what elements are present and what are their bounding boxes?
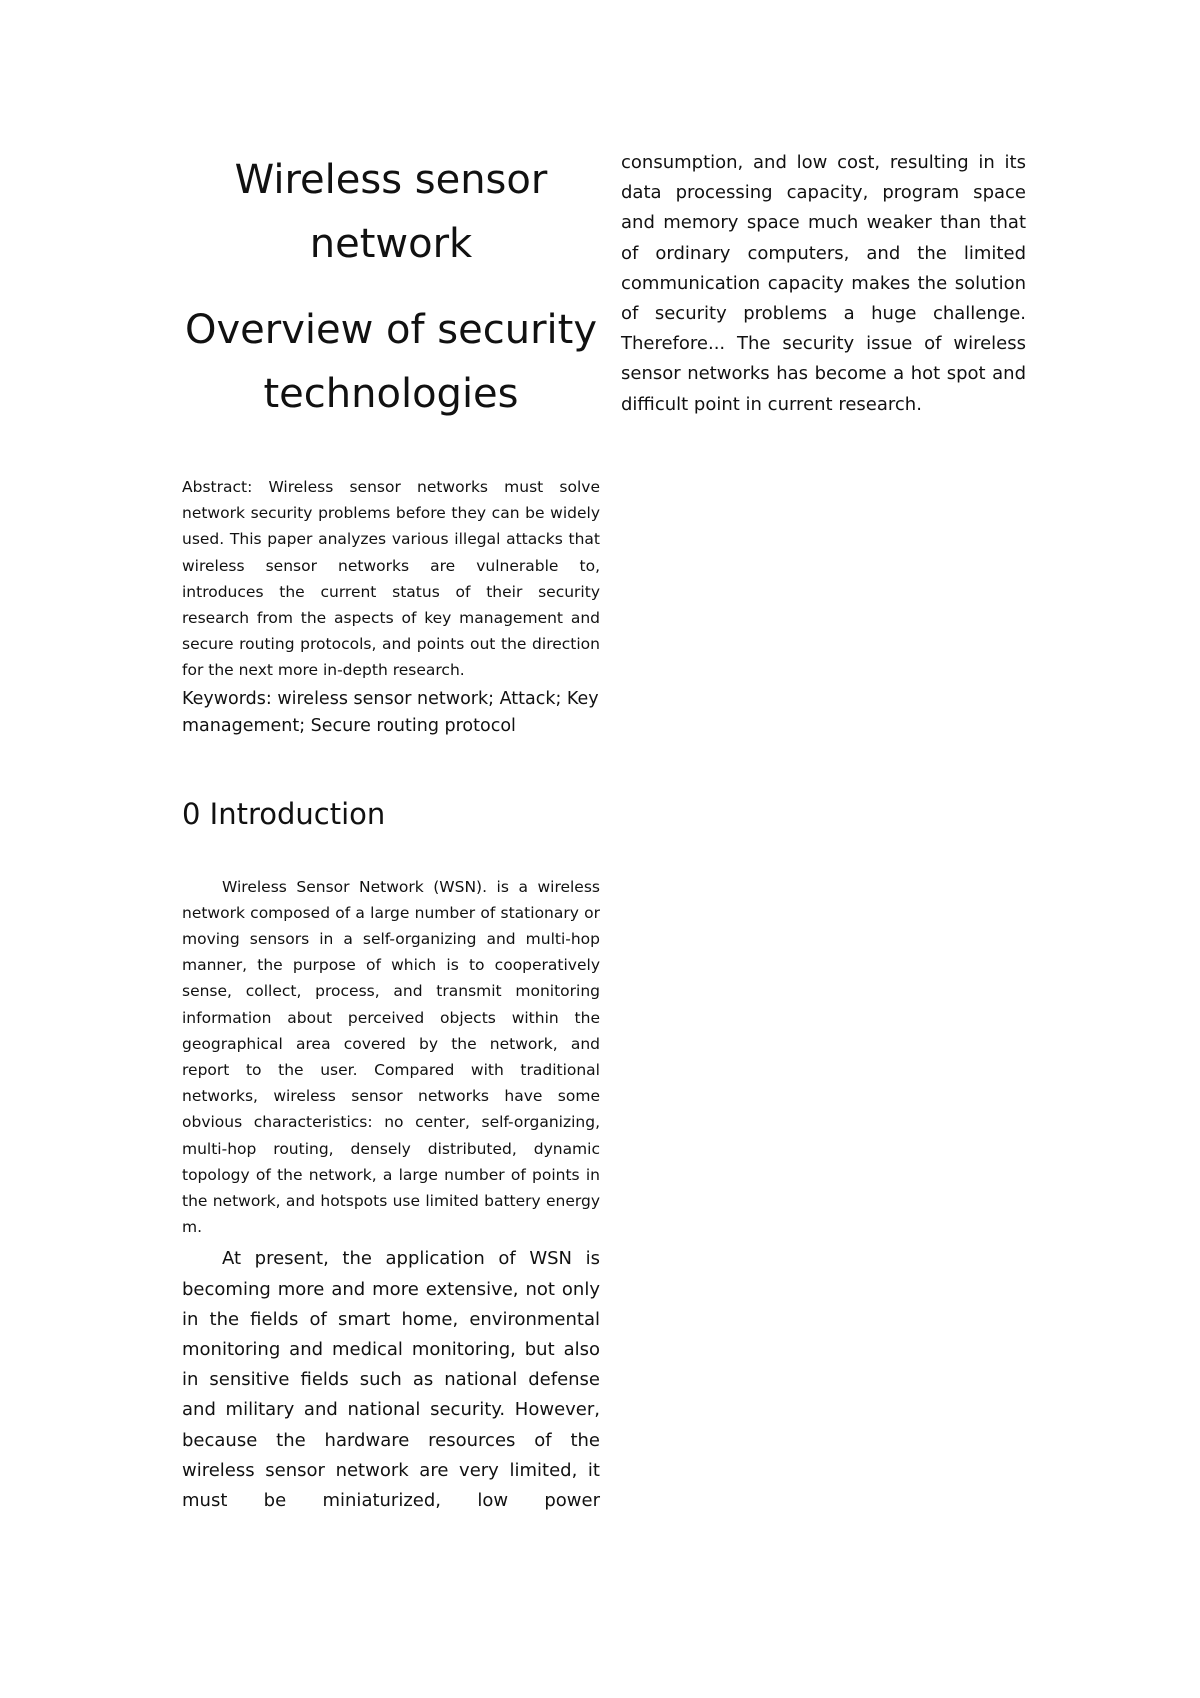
paper-subtitle: Overview of security technologies [184,307,597,417]
right-column [621,148,1026,420]
right-column-paragraph: consumption, and low cost, resulting in its data processing capacity, program space and memory space much weaker than that of ordinary computers, and the limited communication capacity makes the solution of security problems a huge challenge. Therefore... The security issue of wireless sensor networks has become a hot spot and difficult point in current research. [621,152,1026,415]
intro-paragraph-1: Wireless Sensor Network (WSN). is a wireless network composed of a large number of stationary or moving sensors in a self-organizing and multi-hop manner, the purpose of which is to cooperatively sense, collect, process, and transmit monitoring information about perceived objects within the geographical area covered by the network, and report to the user. Compared with traditional networks, wireless sensor networks have some obvious characteristics: no center, self-organizing, multi-hop routing, densely distributed, dynamic topology of the network, a large number of points in the network, and hotspots use limited battery energy m. [182,877,600,1237]
intro-paragraph-2: At present, the application of WSN is becoming more and more extensive, not only in the fields of smart home, environmental monitoring and medical monitoring, but also in sensitive fields such as national defense and military and national security. However, because the hardware resources of the wireless sensor network are very limited, it must be miniaturized, low power [182,1248,600,1512]
keywords-paragraph: Keywords: wireless sensor network; Attack; Key management; Secure routing protocol [182,688,599,736]
paper-title: Wireless sensor network [234,157,548,267]
section-heading-introduction: 0 Introduction [182,796,386,831]
abstract-paragraph: Abstract: Wireless sensor networks must solve network security problems before they can be widely used. This paper analyzes various illegal attacks that wireless sensor networks are vulnerable to, introduces the current status of their security research from the aspects of key management and secure routing protocols, and points out the direction for the next more in-depth research. [182,478,600,680]
left-column [182,148,600,1516]
